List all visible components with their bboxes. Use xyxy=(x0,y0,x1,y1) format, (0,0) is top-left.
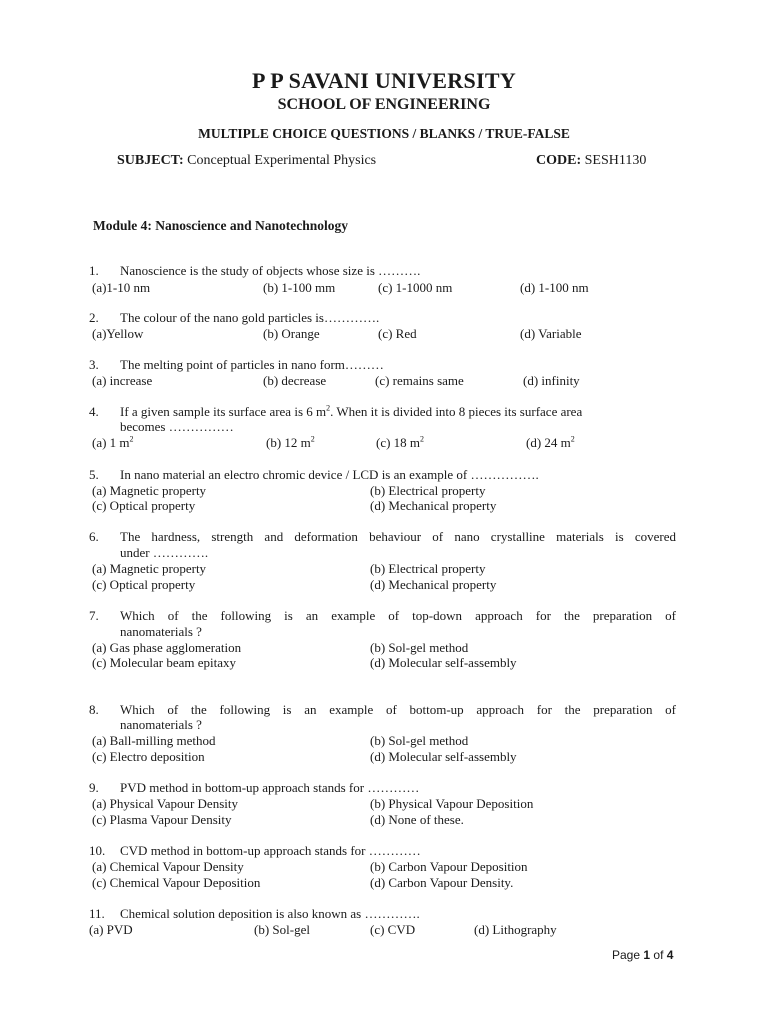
question-type-title: MULTIPLE CHOICE QUESTIONS / BLANKS / TRUE-FALSE xyxy=(198,126,570,141)
option-a: (a) Ball-milling method xyxy=(92,733,216,748)
option-b: (b) Orange xyxy=(263,326,320,341)
page-number-footer xyxy=(612,948,673,962)
option-a: (a)1-10 nm xyxy=(92,280,151,295)
option-a: (a) Chemical Vapour Density xyxy=(92,859,244,874)
question-number: 4. xyxy=(89,404,99,419)
option-c: (c) Chemical Vapour Deposition xyxy=(92,875,261,890)
option-b: (b) Carbon Vapour Deposition xyxy=(370,859,528,874)
question-number: 6. xyxy=(89,529,99,544)
question-number: 5. xyxy=(89,467,99,482)
question-text: The melting point of particles in nano form……… xyxy=(120,357,384,372)
option-a: (a) Physical Vapour Density xyxy=(92,796,238,811)
option-c: (c) CVD xyxy=(370,922,416,937)
option-c: (c) 1-1000 nm xyxy=(378,280,453,295)
option-c: (c) Plasma Vapour Density xyxy=(92,812,232,827)
question-text: CVD method in bottom-up approach stands for ………… xyxy=(120,843,421,858)
option-d: (d) Mechanical property xyxy=(370,577,497,592)
option-d: (d) Carbon Vapour Density. xyxy=(370,875,514,890)
question-text-continued: under …………. xyxy=(120,545,209,560)
option-a: (a)Yellow xyxy=(92,326,144,341)
option-d: (d) Mechanical property xyxy=(370,498,497,513)
question-number: 7. xyxy=(89,608,99,623)
option-b: (b) decrease xyxy=(263,373,327,388)
school-title: SCHOOL OF ENGINEERING xyxy=(277,96,491,113)
question-text-continued: becomes …………… xyxy=(120,419,234,434)
subject-value: Conceptual Experimental Physics xyxy=(187,153,377,168)
option-b: (b) Sol-gel xyxy=(254,922,310,937)
total-pages: 4 xyxy=(666,948,674,962)
question-text: The hardness, strength and deformation behaviour of nano crystalline materials is covered xyxy=(120,529,676,544)
option-a: (a) PVD xyxy=(89,922,133,937)
page-word: Page xyxy=(612,948,641,962)
subject-label: SUBJECT: xyxy=(117,153,184,168)
option-b: (b) Sol-gel method xyxy=(370,733,469,748)
question-number: 2. xyxy=(89,310,99,325)
option-c: (c) Electro deposition xyxy=(92,749,205,764)
option-a: (a) 1 $m^2$ xyxy=(92,434,134,450)
option-b: (b) Physical Vapour Deposition xyxy=(370,796,534,811)
code-line xyxy=(536,153,646,169)
option-b: (b) Electrical property xyxy=(370,483,486,498)
current-page: 1 xyxy=(643,948,651,962)
university-title: P P SAVANI UNIVERSITY xyxy=(251,68,517,93)
question-number: 8. xyxy=(89,702,99,717)
question-text: Which of the following is an example of top-down approach for the preparation of xyxy=(120,608,676,623)
option-a: (a) increase xyxy=(92,373,153,388)
option-b: (b) 1-100 mm xyxy=(263,280,336,295)
option-c: (c) remains same xyxy=(375,373,464,388)
question-text: In nano material an electro chromic device / LCD is an example of ……………. xyxy=(120,467,539,482)
question-number: 9. xyxy=(89,780,99,795)
code-value: SESH1130 xyxy=(584,153,647,168)
option-d: (d) 24 $m^2$ xyxy=(526,434,575,450)
subject-line xyxy=(117,153,376,169)
option-d: (d) Variable xyxy=(520,326,582,341)
option-c: (c) Red xyxy=(378,326,417,341)
option-a: (a) Magnetic property xyxy=(92,561,207,576)
option-d: (d) Lithography xyxy=(474,922,557,937)
question-text: Chemical solution deposition is also known as …………. xyxy=(120,906,420,921)
option-c: (c) Optical property xyxy=(92,577,196,592)
superscript: 2 xyxy=(326,403,331,413)
question-number: 3. xyxy=(89,357,99,372)
question-number: 1. xyxy=(89,263,99,278)
question-text: If a given sample its surface area is 6 $m^2$. When it is divided into 8 pieces its surface area xyxy=(120,403,583,419)
option-c: (c) Optical property xyxy=(92,498,196,513)
question-text-continued: nanomaterials ? xyxy=(120,624,202,639)
question-number: 11. xyxy=(89,906,105,921)
option-b: (b) Electrical property xyxy=(370,561,486,576)
question-number: 10. xyxy=(89,843,106,858)
option-c: (c) Molecular beam epitaxy xyxy=(92,655,237,670)
option-d: (d) Molecular self-assembly xyxy=(370,749,517,764)
question-text: Which of the following is an example of bottom-up approach for the preparation of xyxy=(120,702,676,717)
question-text: PVD method in bottom-up approach stands for ………… xyxy=(120,780,420,795)
option-d: (d) Molecular self-assembly xyxy=(370,655,517,670)
code-label: CODE: xyxy=(536,153,582,168)
module-heading: Module 4: Nanoscience and Nanotechnology xyxy=(93,218,349,233)
option-a: (a) Gas phase agglomeration xyxy=(92,640,242,655)
option-c: (c) 18 $m^2$ xyxy=(376,434,425,450)
of-word: of xyxy=(653,948,664,962)
question-text-continued: nanomaterials ? xyxy=(120,717,202,732)
option-b: (b) Sol-gel method xyxy=(370,640,469,655)
option-d: (d) None of these. xyxy=(370,812,464,827)
option-d: (d) infinity xyxy=(523,373,580,388)
question-text: Nanoscience is the study of objects whose size is ………. xyxy=(120,263,421,278)
question-text: The colour of the nano gold particles is…………. xyxy=(120,310,380,325)
option-a: (a) Magnetic property xyxy=(92,483,207,498)
option-b: (b) 12 $m^2$ xyxy=(266,434,315,450)
option-d: (d) 1-100 nm xyxy=(520,280,589,295)
